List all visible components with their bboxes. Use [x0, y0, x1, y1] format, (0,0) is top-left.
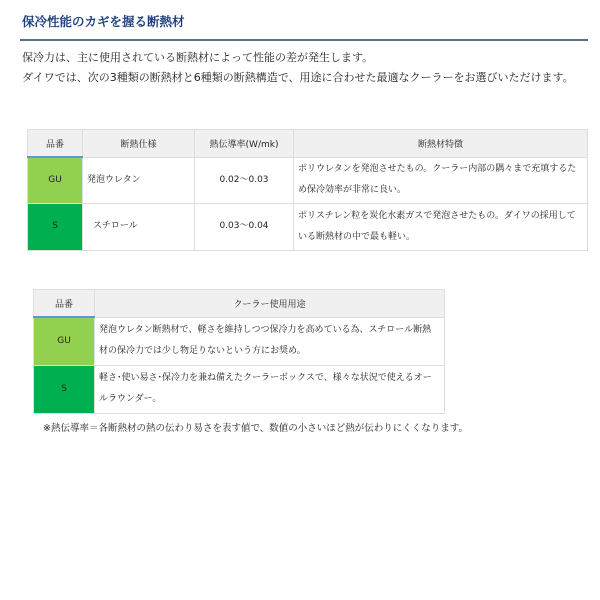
intro-line-2: ダイワでは、次の3種類の断熱材と6種類の断熱構造で、用途に合わせた最適なクーラーをお選びいただけます。 — [22, 71, 574, 84]
header-feature: 断熱材特徴 — [294, 130, 588, 158]
intro-line-1: 保冷力は、主に使用されている断熱材によって性能の差が発生します。 — [22, 51, 374, 64]
table-row — [28, 203, 588, 250]
code-cell: S — [28, 203, 83, 250]
table-header-row — [34, 290, 445, 318]
usage-table — [33, 289, 445, 414]
conductivity-cell: 0.02〜0.03 — [195, 157, 294, 203]
spec-cell: 発泡ウレタン — [83, 157, 195, 203]
table-row — [34, 317, 445, 365]
code-cell: S — [34, 365, 95, 413]
header-spec: 断熱仕様 — [83, 130, 195, 158]
divider — [20, 39, 588, 41]
header-use: クーラー使用用途 — [95, 290, 445, 318]
insulation-table — [27, 129, 588, 251]
section-title: 保冷性能のカギを握る断熱材 — [22, 14, 185, 29]
feature-cell: ポリスチレン粒を炭化水素ガスで発泡させたもの。ダイワの採用している断熱材の中で最も軽い。 — [294, 203, 588, 250]
footnote: ※熱伝導率＝各断熱材の熱の伝わり易さを表す値で、数値の小さいほど熱が伝わりにくくなります。 — [43, 423, 469, 434]
header-conductivity: 熱伝導率(W/mk) — [195, 130, 294, 158]
feature-cell: ポリウレタンを発泡させたもの。クーラー内部の隅々まで充填するため保冷効率が非常に良い。 — [294, 157, 588, 203]
use-cell: 軽さ･使い易さ･保冷力を兼ね備えたクーラーボックスで、様々な状況で使えるオールラウンダー。 — [95, 365, 445, 413]
code-cell: GU — [28, 157, 83, 203]
table-row — [28, 157, 588, 203]
table-header-row — [28, 130, 588, 158]
code-cell: GU — [34, 317, 95, 365]
spec-cell: スチロール — [83, 203, 195, 250]
use-cell: 発泡ウレタン断熱材で、軽さを維持しつつ保冷力を高めている為、スチロール断熱材の保冷力では少し物足りないという方にお奨め。 — [95, 317, 445, 365]
header-code: 品番 — [34, 290, 95, 318]
table-row — [34, 365, 445, 413]
conductivity-cell: 0.03〜0.04 — [195, 203, 294, 250]
header-code: 品番 — [28, 130, 83, 158]
